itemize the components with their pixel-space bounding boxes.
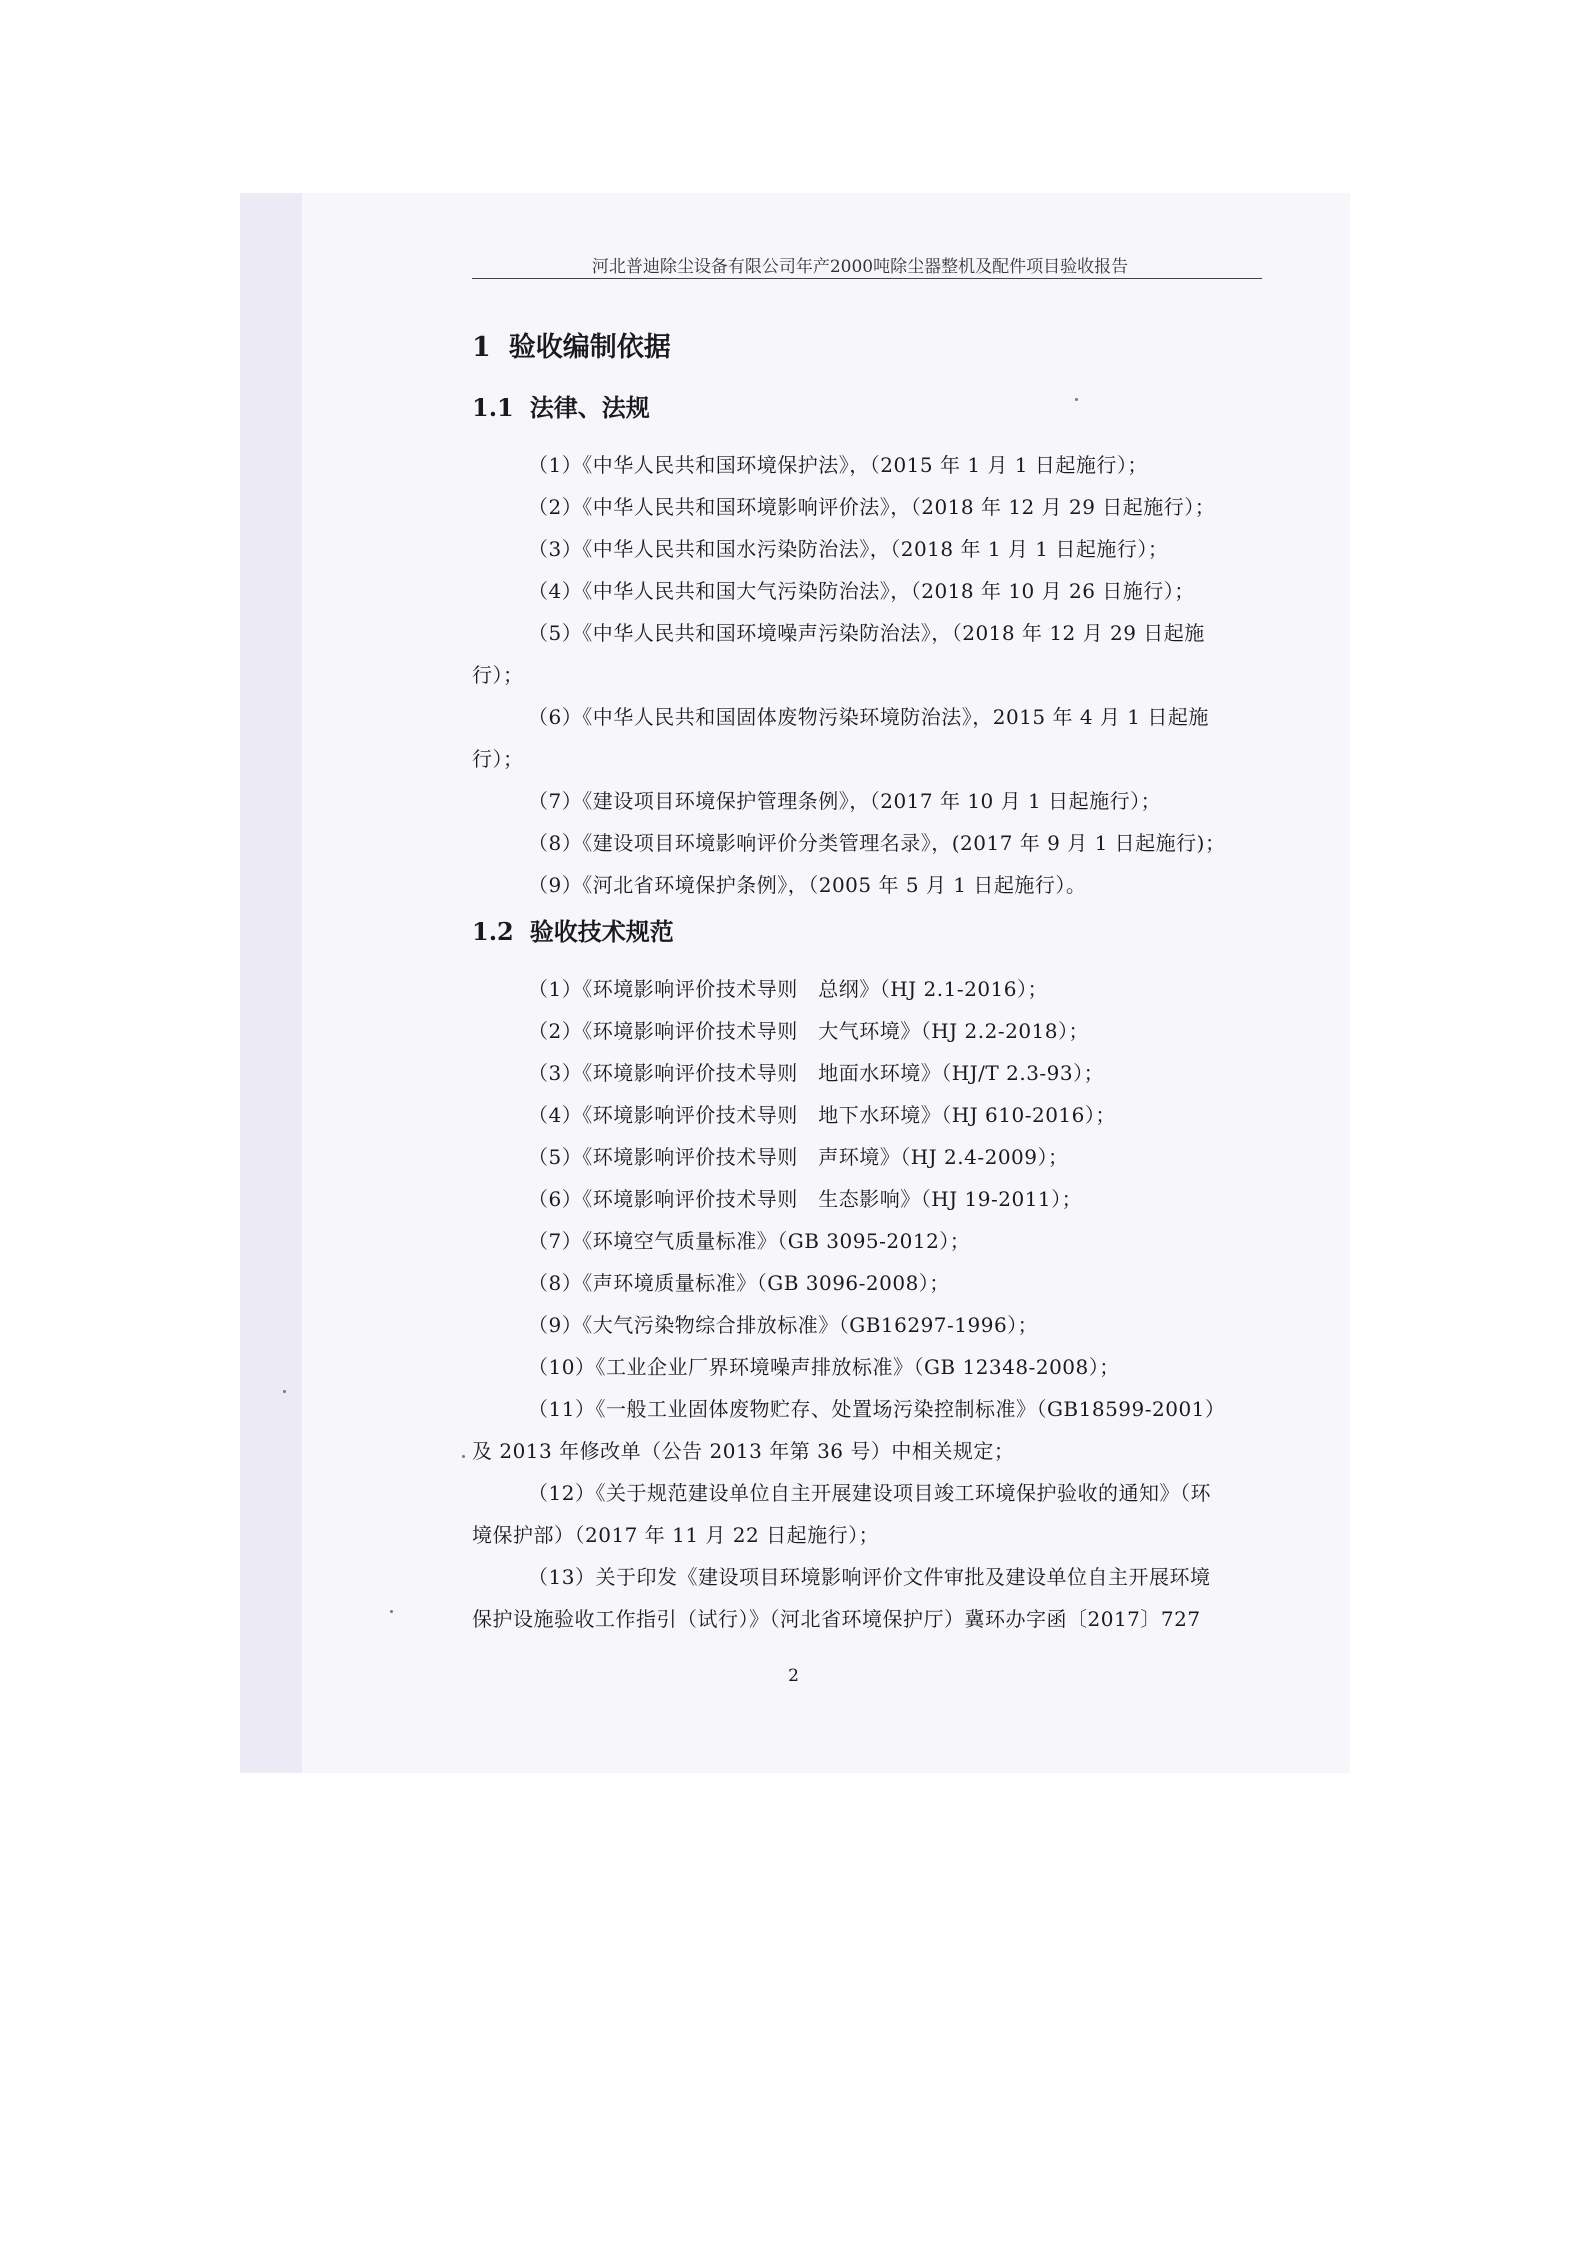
section-number: 1 <box>472 332 491 363</box>
norm-item: （11）《一般工业固体废物贮存、处置场污染控制标准》（GB18599-2001） <box>528 1397 1226 1421</box>
scan-shadow-band <box>240 193 302 1773</box>
scan-speck <box>283 1390 286 1393</box>
norm-item-continuation: 境保护部）（2017 年 11 月 22 日起施行）； <box>472 1523 880 1547</box>
norm-item: （13）关于印发《建设项目环境影响评价文件审批及建设单位自主开展环境 <box>528 1565 1211 1589</box>
law-item: （3）《中华人民共和国水污染防治法》，（2018 年 1 月 1 日起施行）； <box>528 537 1169 561</box>
law-item: （6）《中华人民共和国固体废物污染环境防治法》，2015 年 4 月 1 日起施 <box>528 705 1209 729</box>
subsection-number: 1.1 <box>472 393 514 422</box>
header-rule <box>472 278 1262 279</box>
law-item: （9）《河北省环境保护条例》，（2005 年 5 月 1 日起施行）。 <box>528 873 1087 897</box>
section-heading <box>472 325 671 364</box>
subsection-title: 法律、法规 <box>529 393 650 422</box>
subsection-number: 1.2 <box>472 917 514 946</box>
subsection-heading-laws <box>472 388 650 423</box>
norm-item: （2）《环境影响评价技术导则 大气环境》（HJ 2.2-2018）； <box>528 1019 1090 1043</box>
norm-item-continuation: 保护设施验收工作指引（试行）》（河北省环境保护厅）冀环办字函〔2017〕727 <box>472 1607 1201 1631</box>
law-item-continuation: 行）； <box>472 663 524 687</box>
law-item-continuation: 行）； <box>472 747 524 771</box>
norm-item: （4）《环境影响评价技术导则 地下水环境》（HJ 610-2016）； <box>528 1103 1116 1127</box>
norm-item: （7）《环境空气质量标准》（GB 3095-2012）； <box>528 1229 971 1253</box>
law-item: （4）《中华人民共和国大气污染防治法》，（2018 年 10 月 26 日施行）； <box>528 579 1195 603</box>
scan-speck <box>1075 398 1078 401</box>
scan-speck <box>462 1455 465 1458</box>
law-item: （2）《中华人民共和国环境影响评价法》，（2018 年 12 月 29 日起施行）； <box>528 495 1216 519</box>
law-item: （1）《中华人民共和国环境保护法》，（2015 年 1 月 1 日起施行）； <box>528 453 1148 477</box>
page-number: 2 <box>788 1666 799 1686</box>
norm-item-continuation: 及 2013 年修改单（公告 2013 年第 36 号）中相关规定； <box>472 1439 1015 1463</box>
subsection-heading-norms <box>472 912 674 947</box>
norm-item: （6）《环境影响评价技术导则 生态影响》（HJ 19-2011）； <box>528 1187 1083 1211</box>
subsection-title: 验收技术规范 <box>529 917 674 946</box>
law-item: （7）《建设项目环境保护管理条例》，（2017 年 10 月 1 日起施行）； <box>528 789 1162 813</box>
section-title: 验收编制依据 <box>508 332 671 363</box>
norm-item: （8）《声环境质量标准》（GB 3096-2008）； <box>528 1271 950 1295</box>
running-header: 河北普迪除尘设备有限公司年产2000吨除尘器整机及配件项目验收报告 <box>591 257 1129 277</box>
norm-item: （3）《环境影响评价技术导则 地面水环境》（HJ/T 2.3-93）； <box>528 1061 1105 1085</box>
scan-speck <box>390 1610 393 1613</box>
norm-item: （1）《环境影响评价技术导则 总纲》（HJ 2.1-2016）； <box>528 977 1049 1001</box>
norm-item: （5）《环境影响评价技术导则 声环境》（HJ 2.4-2009）； <box>528 1145 1069 1169</box>
norm-item: （9）《大气污染物综合排放标准》（GB16297-1996）； <box>528 1313 1039 1337</box>
norm-item: （10）《工业企业厂界环境噪声排放标准》（GB 12348-2008）； <box>528 1355 1120 1379</box>
law-item: （8）《建设项目环境影响评价分类管理名录》，(2017 年 9 月 1 日起施行)； <box>528 831 1226 855</box>
norm-item: （12）《关于规范建设单位自主开展建设项目竣工环境保护验收的通知》（环 <box>528 1481 1211 1505</box>
law-item: （5）《中华人民共和国环境噪声污染防治法》，（2018 年 12 月 29 日起施 <box>528 621 1205 645</box>
